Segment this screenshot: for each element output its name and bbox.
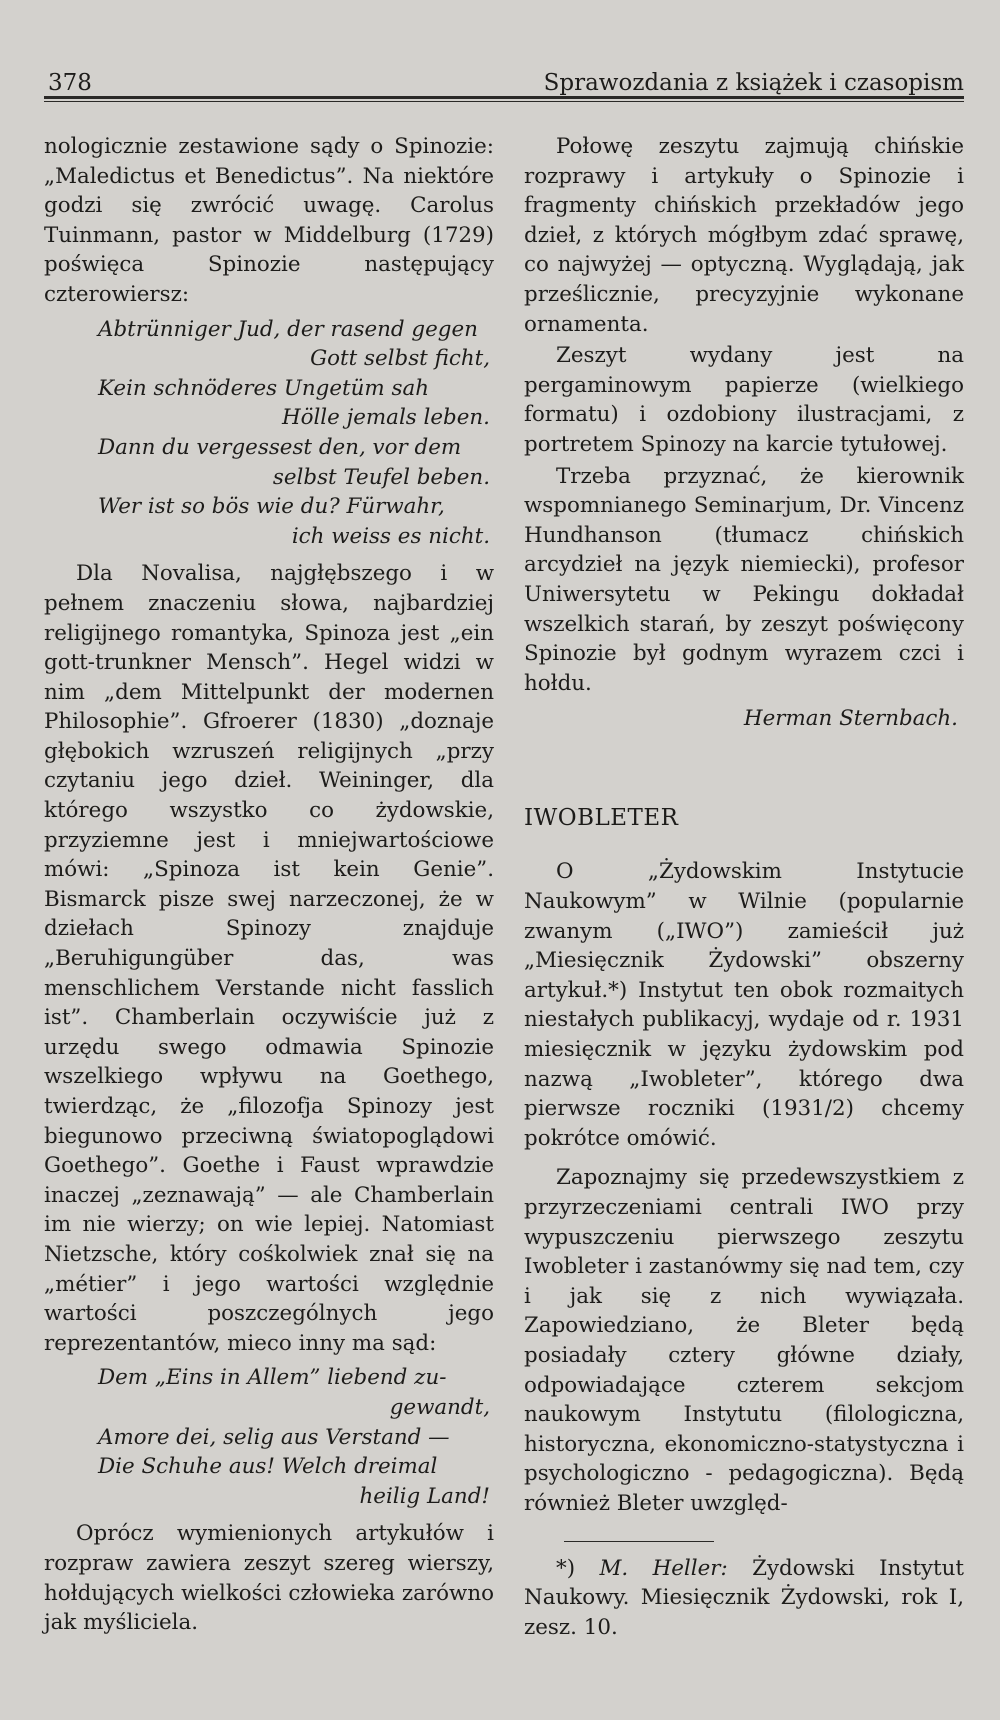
page-header (48, 60, 964, 96)
paragraph: Dla Novalisa, najgłębszego i w pełnem znaczeniu słowa, najbardziej religijnego romantyka, Spinoza jest „ein gott-trunkner Mensch”. Hegel widzi w nim „dem Mittelpunkt der modernen Philosophie”. Gfroerer (1830) „doznaje głębokich wzruszeń religijnych „przy czytaniu jego dzieł. Weininger, dla którego wszystko co żydowskie, przyziemne jest i mniejwartościowe mówi: „Spinoza ist kein Genie”. Bismarck pisze swej narzeczonej, że w dziełach Spinozy znajduje „Beruhigungüber das, was menschlichem Verstande nicht fasslich ist”. Chamberlain oczywiście już z urzędu swego odmawia Spinozie wszelkiego wpływu na Goethego, twierdząc, że „filozofja Spinozy jest biegunowo przeciwną światopoglądowi Goethego”. Goethe i Faust wprawdzie inaczej „zeznawają” — ale Chamberlain im nie wierzy; on wie lepiej. Natomiast Nietzsche, który cośkolwiek znał się na „métier” i jego wartości względnie wartości poszczególnych jego reprezentantów, mieco inny ma sąd: (44, 561, 494, 1356)
poem-line: Kein schnöderes Ungetüm sah (98, 375, 430, 401)
paragraph: Połowę zeszytu zajmują chińskie rozprawy i artykuły o Spinozie i fragmenty chińskich przekładów jego dzieł, z których mógłbym zdać sprawę, co najwyżej — optyczną. Wyglądają, jak prześlicznie, precyzyjnie wykonane ornamenta. (524, 134, 964, 337)
poem-line: Gott selbst ficht, (310, 346, 490, 372)
left-column (44, 132, 494, 1638)
running-title: Sprawozdania z książek i czasopism (543, 70, 964, 96)
poem-line: gewandt, (389, 1394, 490, 1420)
paragraph: nologicznie zestawione sądy o Spinozie: „Maledictus et Benedictus”. Na niektóre godzi się zwrócić uwagę. Carolus Tuinmann, pastor w Middelburg (1729) poświęca Spinozie następujący czterowiersz: (44, 134, 494, 307)
poem-line: heilig Land! (359, 1483, 490, 1509)
header-rule-thin (44, 101, 964, 102)
paragraph: O „Żydowskim Instytucie Naukowym” w Wilnie (popularnie zwanym („IWO”) zamieścił już „Miesięcznik Żydowski” obszerny artykuł.*) Instytut ten obok rozmaitych niestałych publikacyj, wydaje od r. 1931 miesięcznik w języku żydowskim pod nazwą „Iwobleter”, którego dwa pierwsze roczniki (1931/2) chcemy pokrótce omówić. (524, 859, 964, 1151)
footnote-mark: *) (556, 1555, 576, 1581)
poem-line: Hölle jemals leben. (281, 405, 490, 431)
paragraph: Zapoznajmy się przedewszystkiem z przyrzeczeniami centrali IWO przy wypuszczeniu pierwszego zeszytu Iwobleter i zastanówmy się nad tem, czy i jak się z nich wywiązała. Zapowiedziano, że Bleter będą posiadały cztery główne działy, odpowiadające czterem sekcjom naukowym Instytutu (filologiczna, historyczna, ekonomiczno-statystyczna i psychologiczno - pedagogiczna). Będą również Bleter uwzględ- (524, 1165, 965, 1516)
footnote-text: Żydowski Instytut Naukowy. Miesięcznik Żydowski, rok I, zesz. 10. (524, 1555, 964, 1640)
footnote-author: M. Heller: (599, 1555, 728, 1581)
poem-line: ich weiss es nicht. (291, 523, 490, 549)
paragraph: Oprócz wymienionych artykułów i rozpraw zawiera zeszyt szereg wierszy, hołdujących wielkości człowieka zarówno jak myśliciela. (44, 1521, 494, 1636)
poem-tuinmann (44, 315, 494, 552)
poem-line: Abtrünniger Jud, der rasend gegen (98, 316, 478, 342)
poem-nietzsche (44, 1363, 494, 1511)
footnote (524, 1554, 964, 1643)
header-rule (44, 96, 964, 99)
section-title: IWOBLETER (524, 804, 679, 831)
right-column (524, 132, 964, 1642)
poem-line: Dem „Eins in Allem” liebend zu- (98, 1365, 447, 1391)
author-signature: Herman Sternbach. (743, 706, 958, 732)
footnote-rule (564, 1541, 714, 1542)
poem-line: selbst Teufel beben. (272, 464, 490, 490)
page-number: 378 (48, 70, 92, 96)
poem-line: Wer ist so bös wie du? Fürwahr, (98, 494, 445, 520)
paragraph: Zeszyt wydany jest na pergaminowym papierze (wielkiego formatu) i ozdobiony ilustracjami, z portretem Spinozy na karcie tytułowej. (524, 343, 964, 457)
paragraph: Trzeba przyznać, że kierownik wspomnianego Seminarjum, Dr. Vincenz Hundhanson (tłumacz chińskich arcydzieł na język niemiecki), profesor Uniwersytetu w Pekingu dokładał wszelkich starań, by zeszyt poświęcony Spinozie był godnym wyrazem czci i hołdu. (524, 463, 964, 696)
poem-line: Dann du vergessest den, vor dem (98, 434, 462, 460)
poem-line: Die Schuhe aus! Welch dreimal (98, 1454, 438, 1480)
poem-line: Amore dei, selig aus Verstand — (98, 1424, 450, 1450)
